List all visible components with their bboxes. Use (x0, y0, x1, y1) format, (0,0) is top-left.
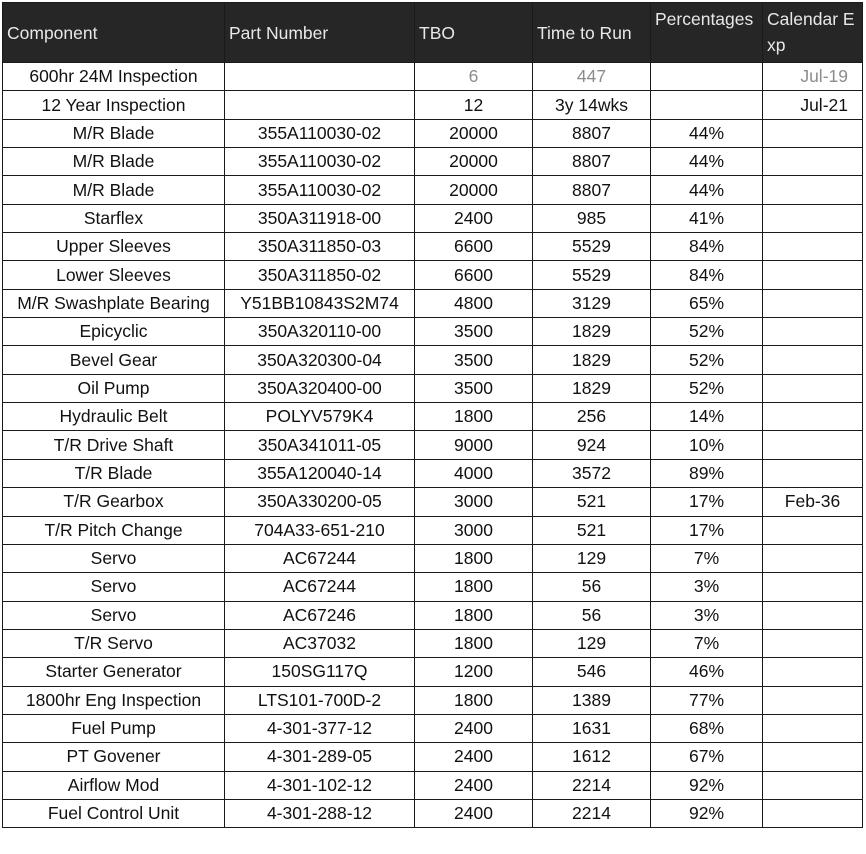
percentage-cell[interactable]: 3% (651, 573, 763, 601)
part-number-cell[interactable]: AC37032 (225, 629, 415, 657)
percentage-cell[interactable]: 84% (651, 261, 763, 289)
calendar-exp-cell[interactable] (763, 629, 863, 657)
time-to-run-cell[interactable]: 521 (533, 488, 651, 516)
tbo-cell[interactable]: 2400 (415, 714, 533, 742)
component-cell[interactable]: Fuel Control Unit (3, 799, 225, 827)
part-number-cell[interactable]: 355A110030-02 (225, 148, 415, 176)
table-row (3, 346, 863, 374)
tbo-cell[interactable]: 1800 (415, 573, 533, 601)
table-row (3, 148, 863, 176)
time-to-run-cell[interactable]: 256 (533, 403, 651, 431)
time-to-run-cell[interactable]: 5529 (533, 261, 651, 289)
table-row (3, 233, 863, 261)
component-cell[interactable]: Lower Sleeves (3, 261, 225, 289)
calendar-exp-cell[interactable] (763, 686, 863, 714)
component-cell[interactable]: T/R Servo (3, 629, 225, 657)
tbo-cell[interactable]: 4000 (415, 459, 533, 487)
calendar-exp-cell[interactable] (763, 658, 863, 686)
calendar-exp-cell[interactable]: Feb-36 (763, 488, 863, 516)
calendar-exp-cell[interactable]: Jul-21 (763, 91, 863, 119)
table-row (3, 459, 863, 487)
component-cell[interactable]: M/R Blade (3, 119, 225, 147)
tbo-cell[interactable]: 2400 (415, 743, 533, 771)
percentage-cell[interactable] (651, 91, 763, 119)
time-to-run-cell[interactable]: 1631 (533, 714, 651, 742)
column-header-time-to-run[interactable]: Time to Run (533, 3, 651, 63)
percentage-cell[interactable]: 67% (651, 743, 763, 771)
calendar-exp-cell[interactable] (763, 601, 863, 629)
table-row (3, 119, 863, 147)
calendar-exp-cell[interactable] (763, 261, 863, 289)
time-to-run-cell[interactable]: 546 (533, 658, 651, 686)
time-to-run-cell[interactable]: 5529 (533, 233, 651, 261)
percentage-cell[interactable]: 17% (651, 516, 763, 544)
calendar-exp-cell[interactable] (763, 516, 863, 544)
tbo-cell[interactable]: 3500 (415, 318, 533, 346)
column-header-percentage[interactable]: Percentages (651, 3, 763, 63)
part-number-cell[interactable]: POLYV579K4 (225, 403, 415, 431)
time-to-run-cell[interactable]: 1829 (533, 346, 651, 374)
calendar-exp-cell[interactable] (763, 289, 863, 317)
percentage-cell[interactable]: 3% (651, 601, 763, 629)
component-cell[interactable]: Fuel Pump (3, 714, 225, 742)
table-row (3, 629, 863, 657)
calendar-exp-cell[interactable] (763, 573, 863, 601)
tbo-cell[interactable]: 6600 (415, 233, 533, 261)
percentage-cell[interactable]: 89% (651, 459, 763, 487)
time-to-run-cell[interactable]: 8807 (533, 148, 651, 176)
tbo-cell[interactable]: 20000 (415, 148, 533, 176)
time-to-run-cell[interactable]: 924 (533, 431, 651, 459)
calendar-exp-cell[interactable] (763, 459, 863, 487)
tbo-cell[interactable]: 12 (415, 91, 533, 119)
table-row (3, 63, 863, 91)
component-cell[interactable]: Epicyclic (3, 318, 225, 346)
percentage-cell[interactable]: 52% (651, 346, 763, 374)
component-cell[interactable]: M/R Blade (3, 176, 225, 204)
table-row (3, 771, 863, 799)
table-row (3, 573, 863, 601)
calendar-exp-cell[interactable] (763, 374, 863, 402)
component-cell[interactable]: Airflow Mod (3, 771, 225, 799)
calendar-exp-cell[interactable] (763, 204, 863, 232)
table-row (3, 686, 863, 714)
time-to-run-cell[interactable]: 129 (533, 544, 651, 572)
time-to-run-cell[interactable]: 3572 (533, 459, 651, 487)
calendar-exp-cell[interactable] (763, 318, 863, 346)
component-cell[interactable]: Servo (3, 573, 225, 601)
time-to-run-cell[interactable]: 8807 (533, 119, 651, 147)
tbo-cell[interactable]: 3000 (415, 488, 533, 516)
tbo-cell[interactable]: 4800 (415, 289, 533, 317)
part-number-cell[interactable]: 355A120040-14 (225, 459, 415, 487)
tbo-cell[interactable]: 1800 (415, 601, 533, 629)
part-number-cell[interactable]: 350A320300-04 (225, 346, 415, 374)
component-cell[interactable]: Servo (3, 601, 225, 629)
component-cell[interactable]: PT Govener (3, 743, 225, 771)
tbo-cell[interactable]: 1800 (415, 686, 533, 714)
time-to-run-cell[interactable]: 1829 (533, 374, 651, 402)
percentage-cell[interactable]: 77% (651, 686, 763, 714)
percentage-cell[interactable]: 44% (651, 148, 763, 176)
part-number-cell[interactable]: 4-301-289-05 (225, 743, 415, 771)
part-number-cell[interactable]: 355A110030-02 (225, 176, 415, 204)
percentage-cell[interactable]: 7% (651, 629, 763, 657)
table-row (3, 318, 863, 346)
table-row (3, 516, 863, 544)
time-to-run-cell[interactable]: 1389 (533, 686, 651, 714)
part-number-cell[interactable]: 355A110030-02 (225, 119, 415, 147)
calendar-exp-cell[interactable] (763, 714, 863, 742)
percentage-cell[interactable]: 84% (651, 233, 763, 261)
component-cell[interactable]: 12 Year Inspection (3, 91, 225, 119)
tbo-cell[interactable]: 1800 (415, 403, 533, 431)
percentage-cell[interactable]: 92% (651, 799, 763, 827)
component-cell[interactable]: 600hr 24M Inspection (3, 63, 225, 91)
part-number-cell[interactable]: 350A311918-00 (225, 204, 415, 232)
calendar-exp-cell[interactable] (763, 743, 863, 771)
component-cell[interactable]: Starflex (3, 204, 225, 232)
component-cell[interactable]: M/R Blade (3, 148, 225, 176)
component-cell[interactable]: T/R Drive Shaft (3, 431, 225, 459)
percentage-cell[interactable]: 14% (651, 403, 763, 431)
calendar-exp-cell[interactable] (763, 233, 863, 261)
tbo-cell[interactable]: 2400 (415, 204, 533, 232)
part-number-cell[interactable]: 150SG117Q (225, 658, 415, 686)
part-number-cell[interactable]: AC67244 (225, 573, 415, 601)
component-cell[interactable]: Bevel Gear (3, 346, 225, 374)
column-header-tbo[interactable]: TBO (415, 3, 533, 63)
calendar-exp-cell[interactable] (763, 403, 863, 431)
part-number-cell[interactable]: 350A320110-00 (225, 318, 415, 346)
percentage-cell[interactable]: 44% (651, 119, 763, 147)
table-row (3, 403, 863, 431)
part-number-cell[interactable]: 350A320400-00 (225, 374, 415, 402)
time-to-run-cell[interactable]: 447 (533, 63, 651, 91)
time-to-run-cell[interactable]: 56 (533, 573, 651, 601)
header-row (3, 3, 863, 63)
part-number-cell[interactable]: 350A341011-05 (225, 431, 415, 459)
calendar-exp-cell[interactable] (763, 771, 863, 799)
component-tracking-table (2, 2, 863, 828)
table-row (3, 601, 863, 629)
time-to-run-cell[interactable]: 1612 (533, 743, 651, 771)
table-row (3, 488, 863, 516)
table-row (3, 289, 863, 317)
time-to-run-cell[interactable]: 2214 (533, 771, 651, 799)
percentage-cell[interactable]: 52% (651, 318, 763, 346)
tbo-cell[interactable]: 1800 (415, 629, 533, 657)
tbo-cell[interactable]: 3500 (415, 374, 533, 402)
table-row (3, 176, 863, 204)
calendar-exp-cell[interactable] (763, 148, 863, 176)
part-number-cell[interactable]: 4-301-102-12 (225, 771, 415, 799)
calendar-exp-cell[interactable] (763, 119, 863, 147)
time-to-run-cell[interactable]: 521 (533, 516, 651, 544)
table-row (3, 91, 863, 119)
part-number-cell[interactable]: Y51BB10843S2M74 (225, 289, 415, 317)
column-header-calendar-exp[interactable]: Calendar Exp (763, 3, 863, 63)
tbo-cell[interactable]: 9000 (415, 431, 533, 459)
tbo-cell[interactable]: 3500 (415, 346, 533, 374)
table-row (3, 799, 863, 827)
part-number-cell[interactable]: AC67244 (225, 544, 415, 572)
component-cell[interactable]: Oil Pump (3, 374, 225, 402)
part-number-cell[interactable]: 350A311850-03 (225, 233, 415, 261)
percentage-cell[interactable] (651, 63, 763, 91)
percentage-cell[interactable]: 44% (651, 176, 763, 204)
part-number-cell[interactable]: 4-301-377-12 (225, 714, 415, 742)
time-to-run-cell[interactable]: 1829 (533, 318, 651, 346)
component-cell[interactable]: 1800hr Eng Inspection (3, 686, 225, 714)
part-number-cell[interactable]: LTS101-700D-2 (225, 686, 415, 714)
time-to-run-cell[interactable]: 3y 14wks (533, 91, 651, 119)
percentage-cell[interactable]: 17% (651, 488, 763, 516)
time-to-run-cell[interactable]: 2214 (533, 799, 651, 827)
calendar-exp-cell[interactable] (763, 346, 863, 374)
tbo-cell[interactable]: 2400 (415, 799, 533, 827)
calendar-exp-cell[interactable] (763, 799, 863, 827)
component-cell[interactable]: T/R Gearbox (3, 488, 225, 516)
component-cell[interactable]: T/R Pitch Change (3, 516, 225, 544)
tbo-cell[interactable]: 20000 (415, 119, 533, 147)
table-row (3, 714, 863, 742)
percentage-cell[interactable]: 46% (651, 658, 763, 686)
table-row (3, 204, 863, 232)
table-row (3, 374, 863, 402)
component-cell[interactable]: Hydraulic Belt (3, 403, 225, 431)
calendar-exp-cell[interactable] (763, 431, 863, 459)
tbo-cell[interactable]: 1200 (415, 658, 533, 686)
component-cell[interactable]: T/R Blade (3, 459, 225, 487)
part-number-cell[interactable] (225, 91, 415, 119)
percentage-cell[interactable]: 41% (651, 204, 763, 232)
calendar-exp-cell[interactable]: Jul-19 (763, 63, 863, 91)
percentage-cell[interactable]: 10% (651, 431, 763, 459)
tbo-cell[interactable]: 3000 (415, 516, 533, 544)
part-number-cell[interactable]: AC67246 (225, 601, 415, 629)
column-header-part-number[interactable]: Part Number (225, 3, 415, 63)
table-row (3, 431, 863, 459)
table-row (3, 743, 863, 771)
percentage-cell[interactable]: 65% (651, 289, 763, 317)
part-number-cell[interactable] (225, 63, 415, 91)
time-to-run-cell[interactable]: 56 (533, 601, 651, 629)
component-cell[interactable]: M/R Swashplate Bearing (3, 289, 225, 317)
time-to-run-cell[interactable]: 985 (533, 204, 651, 232)
time-to-run-cell[interactable]: 3129 (533, 289, 651, 317)
part-number-cell[interactable]: 350A330200-05 (225, 488, 415, 516)
time-to-run-cell[interactable]: 129 (533, 629, 651, 657)
component-cell[interactable]: Servo (3, 544, 225, 572)
percentage-cell[interactable]: 92% (651, 771, 763, 799)
calendar-exp-cell[interactable] (763, 544, 863, 572)
component-cell[interactable]: Upper Sleeves (3, 233, 225, 261)
percentage-cell[interactable]: 52% (651, 374, 763, 402)
table-row (3, 658, 863, 686)
part-number-cell[interactable]: 4-301-288-12 (225, 799, 415, 827)
tbo-cell[interactable]: 20000 (415, 176, 533, 204)
tbo-cell[interactable]: 1800 (415, 544, 533, 572)
component-cell[interactable]: Starter Generator (3, 658, 225, 686)
percentage-cell[interactable]: 68% (651, 714, 763, 742)
part-number-cell[interactable]: 350A311850-02 (225, 261, 415, 289)
percentage-cell[interactable]: 7% (651, 544, 763, 572)
table-row (3, 261, 863, 289)
tbo-cell[interactable]: 6 (415, 63, 533, 91)
calendar-exp-cell[interactable] (763, 176, 863, 204)
tbo-cell[interactable]: 2400 (415, 771, 533, 799)
time-to-run-cell[interactable]: 8807 (533, 176, 651, 204)
table-row (3, 544, 863, 572)
tbo-cell[interactable]: 6600 (415, 261, 533, 289)
column-header-component[interactable]: Component (3, 3, 225, 63)
part-number-cell[interactable]: 704A33-651-210 (225, 516, 415, 544)
